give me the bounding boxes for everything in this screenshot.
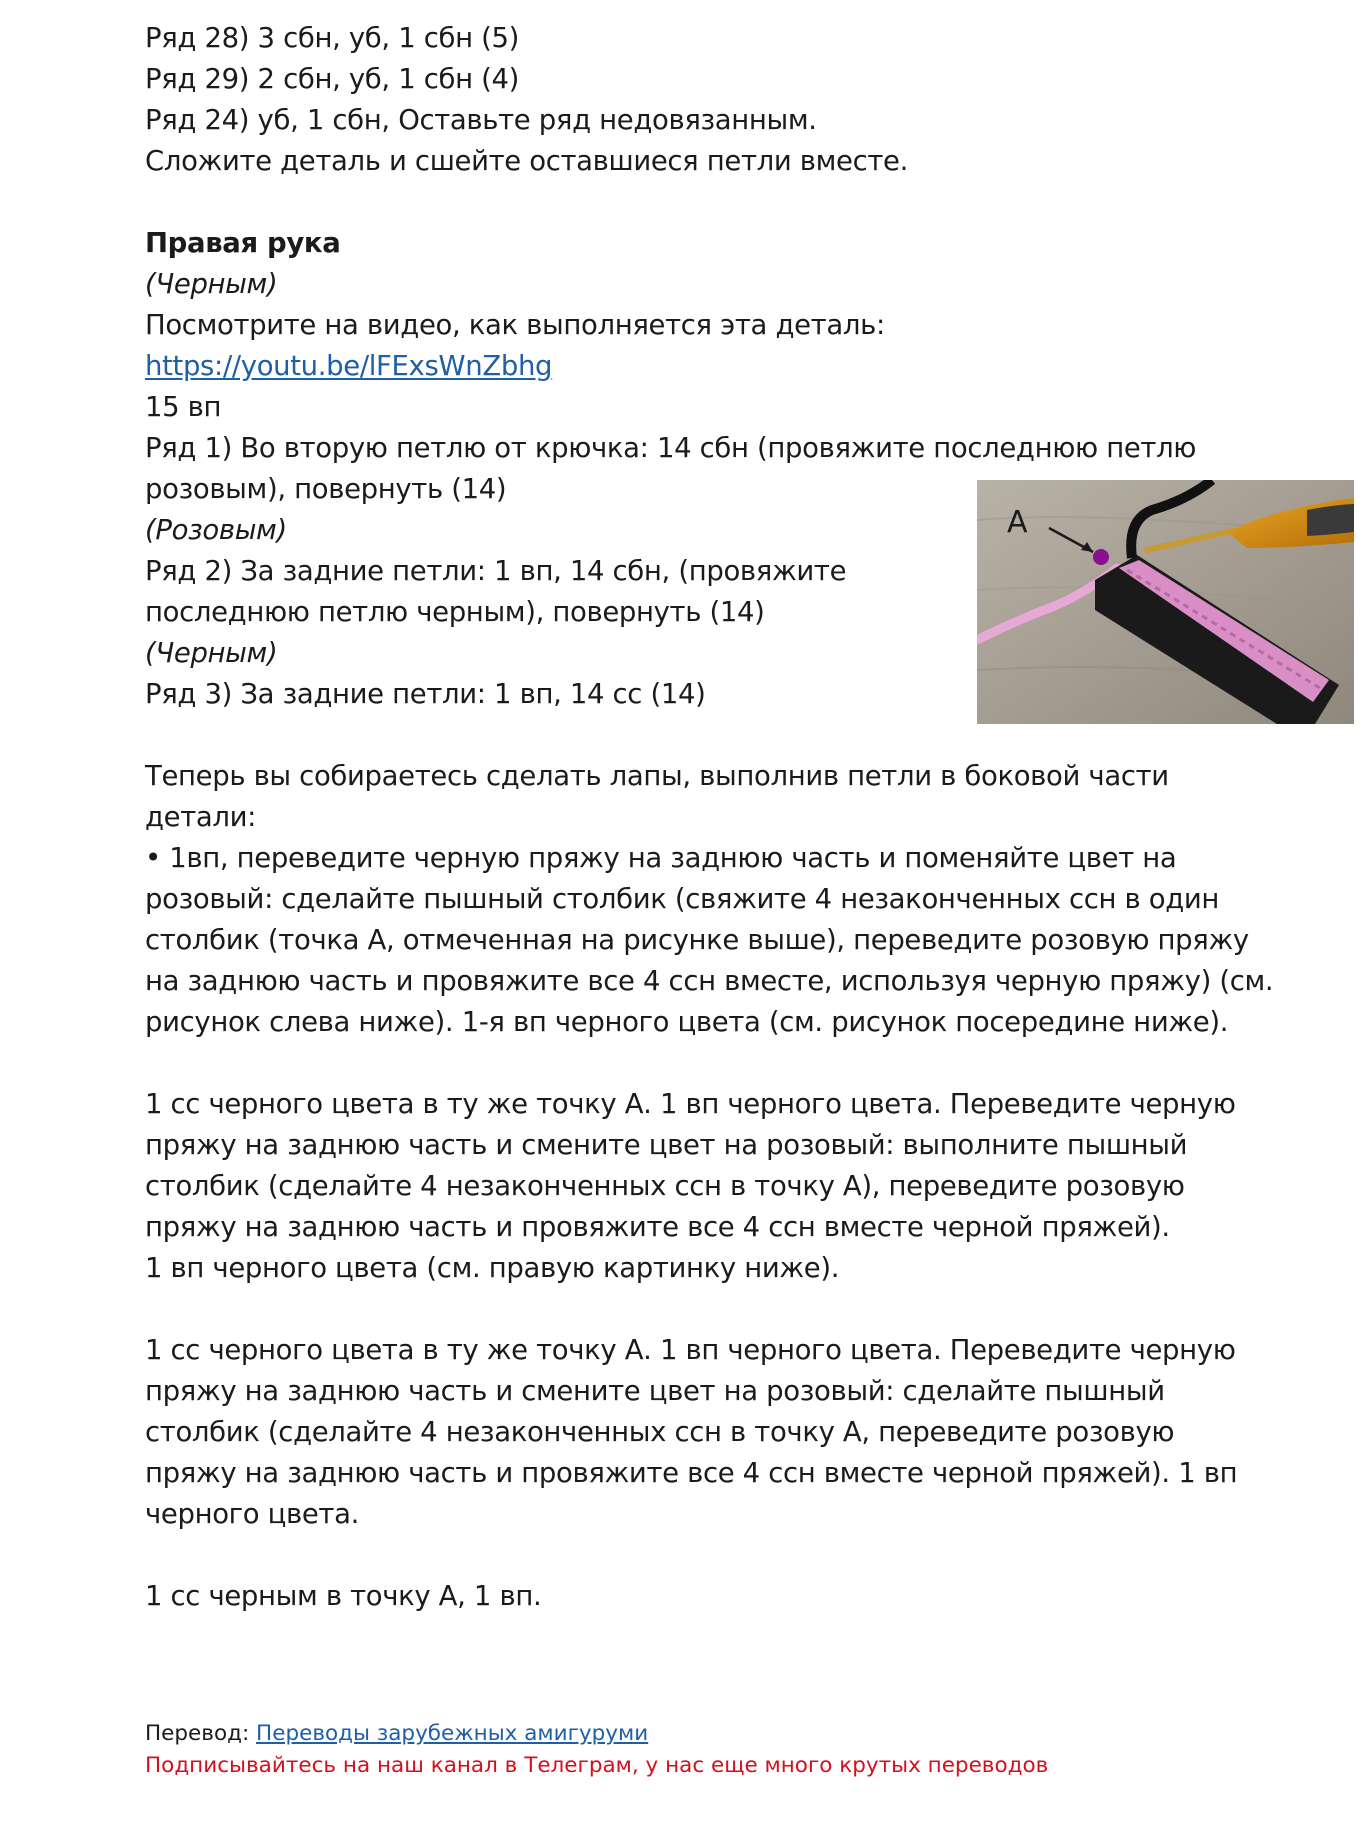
crochet-photo xyxy=(977,480,1354,724)
marker-label: A xyxy=(1007,505,1028,540)
section-heading: Правая рука xyxy=(145,227,341,259)
color-note: (Черным) xyxy=(145,268,278,300)
text-line: пряжу на заднюю часть и смените цвет на розовый: сделайте пышный xyxy=(145,1375,1165,1407)
text-line: розовый: сделайте пышный столбик (свяжите 4 незаконченных ссн в один xyxy=(145,883,1220,915)
text-line: розовым), повернуть (14) xyxy=(145,473,507,505)
text-line: рисунок слева ниже). 1-я вп черного цвета (см. рисунок посередине ниже). xyxy=(145,1006,1229,1038)
text-line: на заднюю часть и провяжите все 4 ссн вместе, используя черную пряжу) (см. xyxy=(145,965,1274,997)
text-line: Посмотрите на видео, как выполняется эта деталь: xyxy=(145,309,885,341)
footer-prefix: Перевод: xyxy=(145,1721,257,1746)
text-line: Ряд 2) За задние петли: 1 вп, 14 сбн, (провяжите xyxy=(145,555,847,587)
text-line: пряжу на заднюю часть и смените цвет на розовый: выполните пышный xyxy=(145,1129,1188,1161)
text-line: Ряд 1) Во вторую петлю от крючка: 14 сбн (провяжите последнюю петлю xyxy=(145,432,1197,464)
text-line: Ряд 29) 2 сбн, уб, 1 сбн (4) xyxy=(145,63,520,95)
text-line: Ряд 24) уб, 1 сбн, Оставьте ряд недовязанным. xyxy=(145,104,817,136)
text-line: Ряд 3) За задние петли: 1 вп, 14 сс (14) xyxy=(145,678,706,710)
text-line: детали: xyxy=(145,801,257,833)
color-note: (Розовым) xyxy=(145,514,287,546)
color-note: (Черным) xyxy=(145,637,278,669)
text-line: последнюю петлю черным), повернуть (14) xyxy=(145,596,765,628)
text-line: Сложите деталь и сшейте оставшиеся петли вместе. xyxy=(145,145,908,177)
text-line: столбик (точка А, отмеченная на рисунке выше), переведите розовую пряжу xyxy=(145,924,1249,956)
text-line: 1 сс черного цвета в ту же точку А. 1 вп черного цвета. Переведите черную xyxy=(145,1088,1236,1120)
text-line: 1 сс черным в точку А, 1 вп. xyxy=(145,1580,542,1612)
text-line: пряжу на заднюю часть и провяжите все 4 ссн вместе черной пряжей). xyxy=(145,1211,1170,1243)
text-line: Ряд 28) 3 сбн, уб, 1 сбн (5) xyxy=(145,22,520,54)
footer-promo: Подписывайтесь на наш канал в Телеграм, у нас еще много крутых переводов xyxy=(145,1753,1049,1778)
text-line: 1 сс черного цвета в ту же точку А. 1 вп черного цвета. Переведите черную xyxy=(145,1334,1236,1366)
text-line: • 1вп, переведите черную пряжу на заднюю часть и поменяйте цвет на xyxy=(145,842,1177,874)
translations-link[interactable]: Переводы зарубежных амигуруми xyxy=(256,1721,649,1746)
text-line: черного цвета. xyxy=(145,1498,359,1530)
text-line: 15 вп xyxy=(145,391,222,423)
text-line: пряжу на заднюю часть и провяжите все 4 ссн вместе черной пряжей). 1 вп xyxy=(145,1457,1238,1489)
text-line: столбик (сделайте 4 незаконченных ссн в точку А, переведите розовую xyxy=(145,1416,1175,1448)
video-link[interactable]: https://youtu.be/lFExsWnZbhg xyxy=(145,350,553,382)
text-line: столбик (сделайте 4 незаконченных ссн в точку А), переведите розовую xyxy=(145,1170,1185,1202)
text-line: Теперь вы собираетесь сделать лапы, выполнив петли в боковой части xyxy=(145,760,1169,792)
footer-credit xyxy=(145,1719,648,1749)
text-line: 1 вп черного цвета (см. правую картинку ниже). xyxy=(145,1252,840,1284)
